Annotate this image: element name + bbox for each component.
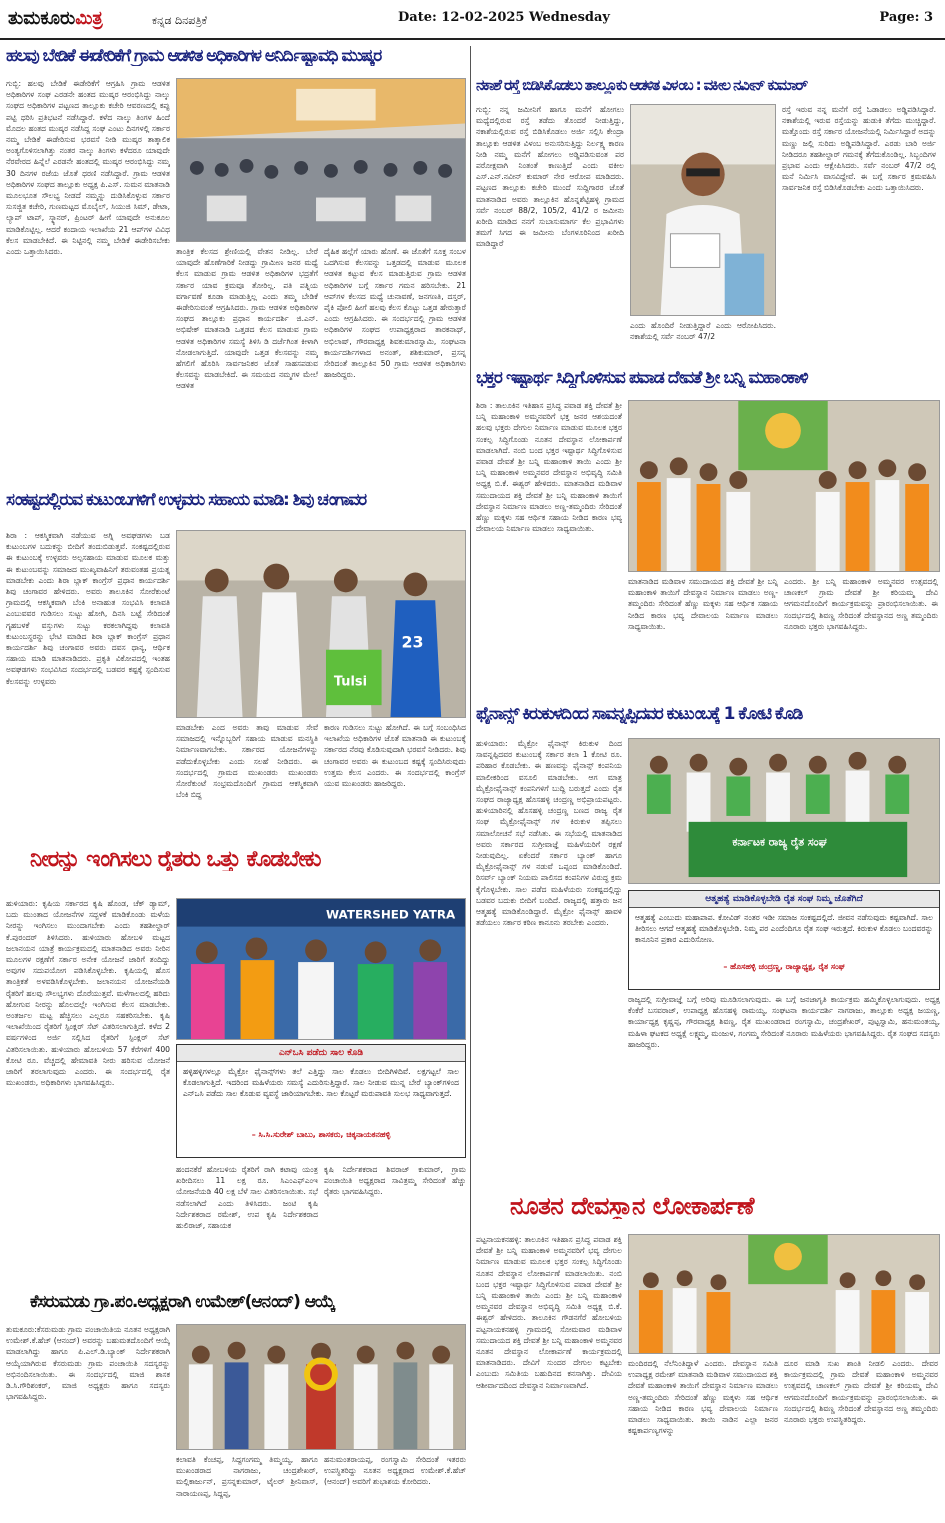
jersey-number: 23 xyxy=(401,632,424,652)
headline-finance-compensation: ಫೈನಾನ್ಸ್ ಕಿರುಕುಳದಿಂದ ಸಾವನ್ನಪ್ಪಿದವರ ಕುಟುಂಬಕ್ಕೆ 1 ಕೋಟಿ ಕೊಡಿ xyxy=(476,706,802,724)
temple-photo-art xyxy=(629,401,939,571)
headline-new-temple: ನೂತನ ದೇವಸ್ಥಾನ ಲೋಕಾರ್ಪಣೆ xyxy=(510,1194,754,1220)
article-water-col1: ಹುಳಿಯಾರು: ಕೃಷಿಯ ಸರ್ಕಾರದ ಕೃಷಿ ಹೊಂಡ, ಚೆಕ್ ಡ್ಯಾಮ್, ಬದು ಮುಂತಾದ ಯೋಜನೆಗಳ ಸದ್ಬಳಕೆ ಮಾಡಿಕೊಂಡು ಮಳೆಯ ನೀರನ್ನು ಇಂಗಿಸಲು ಮುಂದಾಗಬೇಕು ಎಂದು ತಹಶೀಲ್ದಾರ್ ಕೆ.ಪುರಂದರ್ ತಿಳಿಸಿದರು. ಹುಳಿಯಾರು ಹೋಬಳಿ ಮಟ್ಟದ ಜಲಾನಯನ ಯಾತ್ರೆ ಕಾರ್ಯಕ್ರಮದಲ್ಲಿ ಮಾತನಾಡಿದ ಅವರು ನೀರಿನ ಮೂಲಗಳ ರಕ್ಷಣೆಗೆ ಸರ್ಕಾರ ಅನೇಕ ಯೋಜನೆ ಜಾರಿಗೆ ತಂದಿದ್ದು ಅವುಗಳ ಸದುಪಯೋಗ ಪಡಿಸಿಕೊಳ್ಳಬೇಕು. ಕೃಷಿಯಲ್ಲಿ ಹೊಸ ತಾಂತ್ರಿಕತೆ ಅಳವಡಿಸಿಕೊಳ್ಳಬೇಕು. ಜಲಾನಯನ ಯೋಜನೆಯಡಿ ರೈತರಿಗೆ ಹಲವು ಸೌಲಭ್ಯಗಳು ದೊರೆಯುತ್ತವೆ. ಮಳೆಗಾಲದಲ್ಲಿ ಹರಿದು ಹೋಗುವ ನೀರನ್ನು ಹೊಲದಲ್ಲೇ ಇಂಗಿಸುವ ಕೆಲಸ ಮಾಡಬೇಕು. ಅಂತರ್ಜಲ ಮಟ್ಟ ಹೆಚ್ಚಿಸಲು ಎಲ್ಲರೂ ಸಹಕರಿಸಬೇಕು. ಕೃಷಿ ಇಲಾಖೆಯಿಂದ ರೈತರಿಗೆ ಸ್ಪಿಂಕ್ಲರ್ ಸೆಟ್ ವಿತರಿಸಲಾಗುತ್ತಿದೆ. ಕಳೆದ 2 ವರ್ಷಗಳಿಂದ ಅರ್ಜಿ ಸಲ್ಲಿಸಿದ ರೈತರಿಗೆ ಸ್ಪಿಂಕ್ಲರ್ ಸೆಟ್ ವಿತರಿಸಲಾಯಿತು. ಹುಳಿಯಾರು ಹೋಬಳಿಯ 57 ಕೆರೆಗಳಿಗೆ 400 ಕೋಟಿ ರೂ. ವೆಚ್ಚದಲ್ಲಿ ಹೇಮಾವತಿ ನೀರು ಹರಿಸುವ ಯೋಜನೆ ಜಾರಿಗೆ ತರಲಾಗುವುದು ಎಂದರು. ಈ ಸಂದರ್ಭದಲ್ಲಿ ರೈತ ಮುಖಂಡರು, ಅಧಿಕಾರಿಗಳು ಭಾಗವಹಿಸಿದ್ದರು. xyxy=(6,899,170,1088)
watershed-photo-art xyxy=(177,899,465,1039)
article-gp-col2: ಕಲಾವತಿ ಕೆಂಚಪ್ಪ, ಸಿದ್ದಗಂಗಮ್ಮ ತಿಮ್ಮಯ್ಯ, ಹಾಗೂ ಮುಖಂಡರಾದ ನಾಗರಾಜು, ಚಂದ್ರಶೇಖರ್, ಮಲ್ಲಿಕಾರ್ಜುನ್, ಪ್ರಸನ್ನಕುಮಾರ್, ಟೈಲರ್ ಶ್ರೀನಿವಾಸ್, ನಾರಾಯಣಪ್ಪ, ಸಿದ್ದಪ್ಪ, xyxy=(176,1455,318,1498)
box-signature: – ಸಿ.ಸಿ.ಸುರೇಶ್ ಬಾಬು, ಶಾಸಕರು, ಚಿಕ್ಕನಾಯಕನಹಳ್ಳಿ xyxy=(251,1130,391,1139)
box-body: ಹಳ್ಳಿಹಳ್ಳಿಗಳಲ್ಲೂ ಮೈಕ್ರೋ ಫೈನಾನ್ಸ್‌ಗಳು ತಲೆ ಎತ್ತಿದ್ದು ಸಾಲ ಕೊಡಲು ಬೀದಿಗಿಳಿದಿವೆ. ಲಕ್ಷಗಟ್ಟಲೆ ಸಾಲ ಕೊಡಲಾಗುತ್ತಿದೆ. ಇದರಿಂದ ಮಹಿಳೆಯರು ಸಮಸ್ಯೆ ಎದುರಿಸುತ್ತಿದ್ದಾರೆ. ಸಾಲ ನೀಡುವ ಮುನ್ನ ಬೇರೆ ಬ್ಯಾಂಕ್‌ಗಳಿಂದ ಎನ್‌ಒಸಿ ಪಡೆದು ಸಾಲ ಕೊಡುವ ವ್ಯವಸ್ಥೆ ಜಾರಿಯಾಗಬೇಕು. ಸಾಲ ಕೊಟ್ಟರೆ ಮರುಪಾವತಿ ಸುಲಭ ಸಾಧ್ಯವಾಗುತ್ತದೆ. xyxy=(183,1067,459,1098)
sangha-banner-text: ಕರ್ನಾಟಕ ರಾಜ್ಯ ರೈತ ಸಂಘ xyxy=(732,835,827,849)
article-road-col1: ಗುಬ್ಬಿ: ನನ್ನ ಜಮೀನಿಗೆ ಹಾಗೂ ಮನೆಗೆ ಹೋಗಲು ಮಧ್ಯೆದಲ್ಲಿರುವ ರಸ್ತೆ ತಡೆದು ತೊಂದರೆ ನೀಡುತ್ತಿದ್ದು, ನಕಾಶೆಯಲ್ಲಿರುವ ರಸ್ತೆ ಬಿಡಿಸಿಕೊಡಲು ಅರ್ಜಿ ಸಲ್ಲಿಸಿ ಕೇಂದ್ರಾ ತಾಲ್ಲೂಕು ಆಡಳಿತ ವಿಳಂಬ ಅನುಸರಿಸುತ್ತಿದ್ದು ನಿರ್ಲಕ್ಷ್ಯ ಕಾರಣ ನೀಡಿ ನಮ್ಮ ಮನೆಗೆ ಹೋಗಲು ಅಡ್ಡಿಪಡಿಸುವಂತ ಪರ ಪರೋಕ್ಷವಾಗಿ ನಿಂತಂತೆ ಕಾಣುತ್ತಿದೆ ಎಂದು ವಕೀಲ ಎಸ್.ಎನ್.ನವೀನ್ ಕುಮಾರ್ ನೇರ ಆರೋಪ ಮಾಡಿದರು. ಪಟ್ಟಣದ ತಾಲ್ಲೂಕು ಕಚೇರಿ ಮುಂದೆ ಸುದ್ದಿಗಾರರ ಜೊತೆ ಮಾತನಾಡಿದ ಅವರು ತಾಲ್ಲೂಕಿನ ಹೊನ್ನಶೆಟ್ಟಿಹಳ್ಳಿ ಗ್ರಾಮದ ಸರ್ವೆ ನಂಬರ್ 88/2, 105/2, 41/2 ರ ಜಮೀನು ಖರೀದಿ ಮಾಡಿದ ನನಗೆ ಸುಬಾಸುಮಾರ್ಗ ಕೆಲ ಪ್ರಭಾವಿಗಳು ತಮಗೆ ಸಿಗದ ಈ ಜಮೀನು ಬೆಂಗಳೂರಿನಿಂದ ಖರೀದಿ ಮಾಡಿದ್ದಾರೆ xyxy=(476,105,624,249)
article-finance-col2: ರಾಜ್ಯದಲ್ಲಿ ಸುಗ್ರೀವಾಜ್ಞೆ ಬಗ್ಗೆ ಅರಿವು ಮೂಡಿಸಲಾಗುವುದು. ಈ ಬಗ್ಗೆ ಜನಜಾಗೃತಿ ಕಾರ್ಯಕ್ರಮ ಹಮ್ಮಿಕೊಳ್ಳಲಾಗುವುದು. ಅಧ್ಯಕ್ಷ ಕೆಂಕೆರೆ ಬಸವರಾಜ್, ಉಪಾಧ್ಯಕ್ಷ ಹೊಸಹಳ್ಳಿ ರಾಮಯ್ಯ, ಸಂಘಟನಾ ಕಾರ್ಯದರ್ಶಿ ನಾಗರಾಜು, ತಾಲ್ಲೂಕು ಅಧ್ಯಕ್ಷ ಜಯಣ್ಣ, ಕಾರ್ಯಾಧ್ಯಕ್ಷ ಕೃಷ್ಣಪ್ಪ, ಗೌರವಾಧ್ಯಕ್ಷ ಶಿವಣ್ಣ, ರೈತ ಮುಖಂಡರಾದ ರಂಗಸ್ವಾಮಿ, ಚಂದ್ರಶೇಖರ್, ಪುಟ್ಟಸ್ವಾಮಿ, ಹನುಮಂತಯ್ಯ, ಮಹಿಳಾ ಘಟಕದ ಅಧ್ಯಕ್ಷೆ ಲಕ್ಷ್ಮಮ್ಮ, ಮಂಜುಳ, ಗಂಗಮ್ಮ ಸೇರಿದಂತೆ ನೂರಾರು ಮಹಿಳೆಯರು ಭಾಗವಹಿಸಿದ್ದರು. ರೈತ ಸಂಘದ ಸದಸ್ಯರು ಹಾಜರಿದ್ದರು. xyxy=(628,995,940,1049)
protest-photo-art xyxy=(177,79,465,241)
advocate-photo-art xyxy=(631,105,775,315)
farmers-photo-art xyxy=(629,739,939,883)
logo-part-a: ತುಮಕೂರು xyxy=(8,8,76,29)
logo-part-b: ಮಿತ್ರ xyxy=(75,8,103,29)
farmers-union-box xyxy=(628,890,940,990)
noc-loan-box xyxy=(176,1044,466,1158)
article-road-caption: ಎಂದು ಹೊಂದಿರೆ ನೀಡುತ್ತಿದ್ದಾರೆ ಎಂದು ಆರೋಪಿಸಿದರು. ನಕಾಶೆಯಲ್ಲಿ ಸರ್ವೆ ನಂಬರ್ 47/2 xyxy=(630,321,776,342)
photo-watershed-yatra xyxy=(176,898,466,1040)
photo-vao-protest xyxy=(176,78,466,242)
photo-temple-devotees xyxy=(628,400,940,572)
article-water-col3: ಕೃಷಿ ನಿರ್ದೇಶಕರಾದ ಶಿವರಾಜ್ ಕುಮಾರ್, ಗ್ರಾಮ ಪಂಚಾಯಿತಿ ಅಧ್ಯಕ್ಷರಾದ ಸಾವಿತ್ರಮ್ಮ ಸೇರಿದಂತೆ ಹೆಚ್ಚು ರೈತರು ಭಾಗವಹಿಸಿದ್ದರು. xyxy=(324,1165,466,1197)
headline-gp-president: ಕೆಸರುಮಡು ಗ್ರಾ.ಪಂ.ಅಧ್ಯಕ್ಷರಾಗಿ ಉಮೇಶ್(ಆನಂದ್) ಆಯ್ಕೆ xyxy=(30,1294,335,1312)
article-help-col3: ಕಾರಣ ಗುಡಿಸಲು ಸುಟ್ಟು ಹೋಗಿದೆ. ಈ ಬಗ್ಗೆ ಸಂಬಂಧಿಸಿದ ಇಲಾಖೆಯ ಅಧಿಕಾರಿಗಳ ಜೊತೆ ಮಾತನಾಡಿ ಈ ಕುಟುಂಬಕ್ಕೆ ಸರ್ಕಾರದ ನೆರವು ಕೊಡಿಸುವುದಾಗಿ ಭರವಸೆ ನೀಡಿದರು. ಶಿವು ಚಂಗಾವರ ಅವರು ಈ ಕುಟುಂಬದ ಕಷ್ಟಕ್ಕೆ ಸ್ಪಂದಿಸಿರುವುದು ಉತ್ತಮ ಕೆಲಸ ಎಂದರು. ಈ ಸಂದರ್ಭದಲ್ಲಿ ಕಾಂಗ್ರೆಸ್ ಯುವ ಮುಖಂಡರು ಹಾಜರಿದ್ದರು. xyxy=(324,723,466,789)
article-water-col2: ಹಂದನಕೆರೆ ಹೋಬಳಿಯ ರೈತರಿಗೆ ರಾಗಿ ಕಟಾವು ಯಂತ್ರ ಖರೀದಿಸಲು 11 ಲಕ್ಷ ರೂ. ಸಿಎಂಎಫ್‌ಎಂಇ ಯೋಜನೆಯಡಿ 40 ಲಕ್ಷ ಬೆಳೆ ಸಾಲ ವಿತರಿಸಲಾಯಿತು. ಸಭೆ ನಡೆಸಲಾಗಿದೆ ಎಂದು ತಿಳಿಸಿದರು. ಜಂಟಿ ಕೃಷಿ ನಿರ್ದೇಶಕರಾದ ರಮೇಶ್, ಉಪ ಕೃಷಿ ನಿರ್ದೇಶಕರಾದ ಹುಲಿರಾಜ್, ಸಹಾಯಕ xyxy=(176,1165,318,1231)
box-body: ಆತ್ಮಹತ್ಯೆ ಎಂಬುದು ಮಹಾಪಾಪ. ಕೋವಿಡ್ ನಂತರ ಇಡೀ ಸಮಾಜ ಸಂಕಷ್ಟದಲ್ಲಿದೆ. ಜೀವನ ನಡೆಸುವುದು ಕಷ್ಟವಾಗಿದೆ. ಸಾಲ ತೀರಿಸಲು ಆಗದೆ ಆತ್ಮಹತ್ಯೆ ಮಾಡಿಕೊಳ್ಳಬೇಡಿ. ನಿಮ್ಮ ಪರ ಎಂದೆಂದಿಗೂ ರೈತ ಸಂಘ ಇರುತ್ತದೆ. ಕಿರುಕುಳ ಕೊಡಲು ಬಂದವರನ್ನು ಕಾನೂನಿನ ಪ್ರಕಾರ ಎದುರಿಸೋಣ. xyxy=(635,913,933,944)
photo-farmers-meeting xyxy=(628,738,940,884)
newspaper-logo xyxy=(8,8,103,29)
inauguration-photo-art xyxy=(629,1235,939,1353)
newspaper-subtitle: ಕನ್ನಡ ದಿನಪತ್ರಿಕೆ xyxy=(152,14,208,27)
article-temple-col2: ಮಂದಿರದಲ್ಲಿ ನೆಲೆನಿಂತಿದ್ದಾಳೆ ಎಂದರು. ದೇವಸ್ಥಾನ ಸಮಿತಿ ಉಪಾಧ್ಯಕ್ಷ ರಮೇಶ್ ಮಾತನಾಡಿ ಮಡಿವಾಳ ಸಮುದಾಯದ ಶಕ್ತಿ ದೇವತೆ ಮಹಾಂಕಾಳಿ ತಾಯಿಗೆ ದೇವಸ್ಥಾನ ನಿರ್ಮಾಣ ಮಾಡಲು ಅಣ್ಣ-ತಮ್ಮಂದಿರು ಸೇರಿದಂತೆ ಹೆಣ್ಣು ಮಕ್ಕಳು ಸಹ ಆರ್ಥಿಕ ಸಹಾಯ ನೀಡಿದ ಕಾರಣ ಭವ್ಯ ದೇವಾಲಯ ನಿರ್ಮಾಣ ಮಾಡಲು ಸಾಧ್ಯವಾಯಿತು. ತಾಯಿ ನಾಡಿನ ಎಲ್ಲಾ ಜನರ ಕಷ್ಟಕಾರ್ಪಣ್ಯಗಳನ್ನು xyxy=(628,1359,778,1436)
article-banni-col2: ಎಂದರು. ಶ್ರೀ ಬನ್ನಿ ಮಹಾಂಕಾಳಿ ಅಮ್ಮನವರ ಉತ್ಸವದಲ್ಲಿ ಚಾಣಕಲ್ ಗ್ರಾಮ ದೇವತೆ ಶ್ರೀ ಕರಿಯಮ್ಮ ದೇವಿ ಆಗಮನದೊಂದಿಗೆ ಕಾರ್ಯಕ್ರಮವನ್ನು ಪ್ರಾರಂಭಿಸಲಾಯಿತು. ಈ ಸಂದರ್ಭದಲ್ಲಿ ಶಿವಣ್ಣ ಸೇರಿದಂತೆ ದೇವಸ್ಥಾನದ ಅಣ್ಣ ತಮ್ಮಂದಿರು ನೂರಾರು ಭಕ್ತರು ಭಾಗವಹಿಸಿದ್ದರು. xyxy=(784,577,938,631)
photo-gp-felicitation xyxy=(176,1324,466,1450)
article-vao-col2: ತಾಂತ್ರಿಕ ಕೆಲಸದ ಶ್ರೇಣಿಯಲ್ಲಿ ವೇತನ ನೀಡಿಲ್ಲ. ಬೇರೆ ಯಾವುದೇ ಹೊಣೆಗಾರಿಕೆ ನೀಡದ್ದು ಗ್ರಾಮೀಣ ಜನರ ಮಧ್ಯೆ ಕೆಲಸ ಮಾಡುವ ಗ್ರಾಮ ಆಡಳಿತ ಅಧಿಕಾರಿಗಳ ಭದ್ರತೆಗೆ ಸರ್ಕಾರ ಯಾವ ಕ್ರಮವೂ ತೋರಿಲ್ಲ. ಪತಿ ಪತ್ನಿಯ ವರ್ಗಾವಣೆ ಕೂಡಾ ಮಾಡುತ್ತಿಲ್ಲ ಎಂದು ತಮ್ಮ ಬೇಡಿಕೆ ಈಡೇರಿಸುವಂತೆ ಆಗ್ರಹಿಸಿದರು. ಗ್ರಾಮ ಆಡಳಿತ ಅಧಿಕಾರಿಗಳ ಸಂಘದ ತಾಲ್ಲೂಕು ಪ್ರಧಾನ ಕಾರ್ಯದರ್ಶಿ ಜಿ.ಎನ್. ಅಭಿಷೇಕ್ ಮಾತನಾಡಿ ಒತ್ತಡದ ಕೆಲಸ ಮಾಡುವ ಗ್ರಾಮ ಆಡಳಿತ ಅಧಿಕಾರಿಗಳ ಸಮಸ್ಯೆ ತಿಳಿಸಿ ಡಿ ದರ್ಜೆಗಿಂತ ಕೀಳಾಗಿ ನೋಡಲಾಗುತ್ತಿದೆ. ಯಾವುದೇ ಒತ್ತಡ ಕೆಲಸವನ್ನು ನಮ್ಮ ಹೆಗಲಿಗೆ ಹೊರಿಸಿ ಸಾರ್ವಜನಿಕರ ಜೊತೆ ಸಾಹಸಪಡುವ ಕೆಲಸವನ್ನು ಮಾಡಬೇಕಿದೆ. ಈ ಸಮಯದ ನಮ್ಮಗಳ ಮೇಲೆ ಆಡಳಿತ xyxy=(176,247,318,391)
felicitation-photo-art xyxy=(177,1325,465,1449)
article-gp-col1: ತುಮಕೂರು:ಕೆಸರುಮಡು ಗ್ರಾಮ ಪಂಚಾಯಿತಿಯ ನೂತನ ಅಧ್ಯಕ್ಷರಾಗಿ ಉಮೇಶ್.ಕೆ.ಹೆಚ್ (ಆನಂದ್) ಅವರನ್ನು ಬಹುಮತದೊಂದಿಗೆ ಆಯ್ಕೆ ಮಾಡಲಾಗಿದ್ದು ಹಾಗೂ ಪಿ.ಎಲ್.ಡಿ.ಬ್ಯಾಂಕ್ ನಿರ್ದೇಶಕರಾಗಿ ಆಯ್ಕೆಯಾಗಿರುವ ಕೆಸರುಮಡು ಗ್ರಾಮ ಪಂಚಾಯಿತಿ ಸದಸ್ಯರನ್ನು ಅಭಿನಂದಿಸಲಾಯಿತು. ಈ ಸಂದರ್ಭದಲ್ಲಿ ಮಾಜಿ ಶಾಸಕ ಡಿ.ಸಿ.ಗೌರಿಶಂಕರ್, ಮಾಜಿ ಅಧ್ಯಕ್ಷರು ಹಾಗೂ ಸದಸ್ಯರು ಭಾಗವಹಿಸಿದ್ದರು. xyxy=(6,1325,170,1402)
bag-brand-text: Tulsi xyxy=(333,674,368,690)
article-help-col2: ಮಾಡಬೇಕು ಎಂದ ಅವರು ತಾವು ಮಾಡುವ ಸೇವೆ ಸಮಾಜದಲ್ಲಿ ಇನ್ನೊಬ್ಬರಿಗೆ ಸಹಾಯ ಮಾಡುವ ಮನಸ್ಥಿತಿ ನಿರ್ಮಾಣವಾಗಬೇಕು. ಸರ್ಕಾರದ ಯೋಜನೆಗಳನ್ನು ಪಡೆದುಕೊಳ್ಳಬೇಕು ಎಂದು ಸಲಹೆ ನೀಡಿದರು. ಈ ಸಂದರ್ಭದಲ್ಲಿ ಗ್ರಾಮದ ಮುಖಂಡರು ಮುಖಂಡರು ಸೋರೆಕುಂಟೆ ಸಂಭ್ರಮದೊಂದಿಗೆ ಗ್ರಾಮದ ಆಕಸ್ಮಿಕವಾಗಿ ಬೆಂಕಿ ಬಿದ್ದ xyxy=(176,723,318,800)
article-temple-col1: ಪಟ್ಟನಾಯಕನಹಳ್ಳಿ: ತಾಲೂಕಿನ ಇತಿಹಾಸ ಪ್ರಸಿದ್ಧ ಪವಾಡ ಶಕ್ತಿ ದೇವತೆ ಶ್ರೀ ಬನ್ನಿ ಮಹಾಂಕಾಳಿ ಅಮ್ಮನವರಿಗೆ ಭವ್ಯ ದೇಗುಲ ನಿರ್ಮಾಣ ಮಾಡುವ ಮೂಲಕ ಭಕ್ತರ ಸಂಕಲ್ಪ ಸಿದ್ಧಿಗೊಂಡು ನೂತನ ದೇವಸ್ಥಾನ ಲೋಕಾರ್ಪಣೆ ಮಾಡಲಾಯಿತು. ನಂಬಿ ಬಂದ ಭಕ್ತರ ಇಷ್ಟಾರ್ಥ ಸಿದ್ಧಿಗೊಳಿಸುವ ಪವಾಡ ದೇವತೆ ಶ್ರೀ ಬನ್ನಿ ಮಹಾಂಕಾಳಿ ತಾಯಿ ಎಂದು ಶ್ರೀ ಬನ್ನಿ ಮಹಾಂಕಾಳಿ ಅಮ್ಮನವರ ದೇವಸ್ಥಾನ ಅಭಿವೃದ್ಧಿ ಸಮಿತಿ ಅಧ್ಯಕ್ಷ ಬಿ.ಕೆ. ಈಶ್ವರ್ ಹೇಳಿದರು. ತಾಲೂಕಿನ ಗೌಡನಗೆರೆ ಹೋಬಳಿಯ ಪಟ್ಟನಾಯಕನಹಳ್ಳಿ ಗ್ರಾಮದಲ್ಲಿ ಸೋಮವಾರ ಮಡಿವಾಳ ಸಮುದಾಯದ ಶಕ್ತಿ ದೇವತೆ ಶ್ರೀ ಬನ್ನಿ ಮಹಾಂಕಾಳಿ ಅಮ್ಮನವರ ನೂತನ ದೇವಸ್ಥಾನ ಲೋಕಾರ್ಪಣೆ ಕಾರ್ಯಕ್ರಮದಲ್ಲಿ ಮಾತನಾಡಿದರು. ದೇವಿಗೆ ಸುಂದರ ದೇಗುಲ ಕಟ್ಟಬೇಕು ಎಂಬುದು ಸಮಿತಿಯ ಬಹುದಿನದ ಕನಸಾಗಿತ್ತು. ದೇವಿಯ ಆಶೀರ್ವಾದದಿಂದ ದೇವಸ್ಥಾನ ನಿರ್ಮಾಣವಾಗಿದೆ. xyxy=(476,1235,622,1390)
headline-help-families: ಸಂಕಷ್ಟದಲ್ಲಿರುವ ಕುಟುಂಬಗಳಿಗೆ ಉಳ್ಳವರು ಸಹಾಯ ಮಾಡಿ: ಶಿವು ಚಂಗಾವರ xyxy=(6,492,366,510)
box-title: ಆತ್ಮಹತ್ಯೆ ಮಾಡಿಕೊಳ್ಳಬೇಡಿ ರೈತ ಸಂಘ ನಿಮ್ಮ ಜೊತೆಗಿದೆ xyxy=(629,891,939,908)
headline-road-delay: ನಕಾಶೆ ರಸ್ತೆ ಬಿಡಿಸಿಕೊಡಲು ತಾಲ್ಲೂಕು ಆಡಳಿತ ವಿಳಂಬ : ವಕೀಲ ನವೀನ್ ಕುಮಾರ್ xyxy=(476,78,807,94)
photo-advocate xyxy=(630,104,776,316)
masthead xyxy=(0,0,945,40)
photo-relief-handover xyxy=(176,530,466,718)
article-gp-col3: ಹನುಮಂತರಾಯಪ್ಪ, ರಂಗಸ್ವಾಮಿ ಸೇರಿದಂತೆ ಇತರರು ಉಪಸ್ಥಿತರಿದ್ದು ನೂತನ ಅಧ್ಯಕ್ಷರಾದ ಉಮೇಶ್.ಕೆ.ಹೆಚ್ (ಆನಂದ್) ಅವರಿಗೆ ಶುಭಾಶಯ ಕೋರಿದರು. xyxy=(324,1455,466,1487)
box-title: ಎನ್‌ಒಸಿ ಪಡೆದು ಸಾಲ ಕೊಡಿ xyxy=(177,1045,465,1062)
article-vao-col1: ಗುಬ್ಬಿ: ಹಲವು ಬೇಡಿಕೆ ಈಡೇರಿಕೆಗೆ ಆಗ್ರಹಿಸಿ ಗ್ರಾಮ ಆಡಳಿತ ಅಧಿಕಾರಿಗಳ ಸಂಘ ಎರಡನೇ ಹಂತದ ಮುಷ್ಕರ ಆರಂಭಿಸಿದ್ದು ನಾಲ್ಕು ಸಂಘದ ಅಧಿಕಾರಿಗಳ ಪಟ್ಟಣದ ತಾಲ್ಲೂಕು ಕಚೇರಿ ಆವರಣದಲ್ಲಿ ಕಪ್ಪು ಪಟ್ಟಿ ಧರಿಸಿ ಪ್ರತಿಭಟನೆ ನಡೆಸಿದ್ದಾರೆ. ಕಳೆದ ನಾಲ್ಕು ತಿಂಗಳ ಹಿಂದೆ ಮೊದಲ ಹಂತದ ಮುಷ್ಕರ ನಡೆಸಿದ್ದ ಸಂಘ ಎಂಟು ದಿನಗಳಲ್ಲಿ ಸರ್ಕಾರ ನಮ್ಮ ಬೇಡಿಕೆ ಈಡೇರಿಸುವ ಭರವಸೆ ನೀಡಿ ಮುಷ್ಕರ ತಾತ್ಕಾಲಿಕ ಅಂತ್ಯಗೊಳಿಸಲಾಗಿತ್ತು ನಂತರ ನಾಲ್ಕು ತಿಂಗಳು ಕಳೆದರೂ ಯಾವುದೇ ನೆರವೇರದ ಹಿನ್ನೆಲೆ ಎರಡನೇ ಹಂತದಲ್ಲಿ ಮುಷ್ಕರ ಆರಂಭಿಸಿದ್ದು ನಮ್ಮ 30 ದಿನಗಳ ರಜೆಯ ಜೊತೆ ಧರಣಿ ನಡೆಸಿದ್ದಾರೆ. ಗ್ರಾಮ ಆಡಳಿತ ಅಧಿಕಾರಿಗಳ ಸಂಘದ ತಾಲ್ಲೂಕು ಅಧ್ಯಕ್ಷ ಪಿ.ಎಸ್. ಸುಮನ ಮಾತನಾಡಿ ಮೂಲಭೂತ ಸೌಲಭ್ಯ ನೀಡದೆ ನಮ್ಮನ್ನು ದುಡಿಸಿಕೊಳ್ಳುವ ಸರ್ಕಾರ ಸುಸಜ್ಜಿತ ಕಚೇರಿ, ಗುಣಮಟ್ಟದ ಮೊಬೈಲ್, ಸಿಯುಜಿ ಸಿಮ್, ಡೇಟಾ, ಲ್ಯಾಪ್ ಟಾಪ್, ಸ್ಕ್ಯಾನರ್, ಪ್ರಿಂಟರ್ ಹೀಗೆ ಯಾವುದೇ ಅನುಕೂಲ ಮಾಡಿಕೊಟ್ಟಿಲ್ಲ. ಆದರೆ ಕಂದಾಯ ಇಲಾಖೆಯ 21 ಆಪ್‌ಗಳ ವಿವಿಧ ಕೆಲಸ ಮಾಡಬೇಕಿದೆ. ಈ ನಿಟ್ಟಿನಲ್ಲಿ ನಮ್ಮ ಬೇಡಿಕೆ ಈಡೇರಿಸಬೇಕು ಎಂದು ಒತ್ತಾಯಿಸಿದರು. xyxy=(6,79,170,257)
article-banni-col1b: ಮಾತನಾಡಿದ ಮಡಿವಾಳ ಸಮುದಾಯದ ಶಕ್ತಿ ದೇವತೆ ಶ್ರೀ ಬನ್ನಿ ಮಹಾಂಕಾಳಿ ತಾಯಿಗೆ ದೇವಸ್ಥಾನ ನಿರ್ಮಾಣ ಮಾಡಲು ಅಣ್ಣ-ತಮ್ಮಂದಿರು ಸೇರಿದಂತೆ ಹೆಣ್ಣು ಮಕ್ಕಳು ಸಹ ಆರ್ಥಿಕ ಸಹಾಯ ನೀಡಿದ ಕಾರಣ ಭವ್ಯ ದೇವಾಲಯ ನಿರ್ಮಾಣ ಮಾಡಲು ಸಾಧ್ಯವಾಯಿತು. xyxy=(628,577,778,631)
photo-temple-inauguration xyxy=(628,1234,940,1354)
headline-banni-mahankali: ಭಕ್ತರ ಇಷ್ಟಾರ್ಥ ಸಿದ್ದಿಗೊಳಿಸುವ ಪವಾಡ ದೇವತೆ ಶ್ರೀ ಬನ್ನಿ ಮಹಾಂಕಾಳಿ xyxy=(476,370,808,388)
headline-vao-strike: ಹಲವು ಬೇಡಿಕೆ ಈಡೇರಿಕೆಗೆ ಗ್ರಾಮ ಆಡಳಿತ ಅಧಿಕಾರಿಗಳ ಅನಿರ್ದಿಷ್ಟಾವಧಿ ಮುಷ್ಕರ xyxy=(6,48,381,66)
article-finance-col1: ಹುಳಿಯಾರು: ಮೈಕ್ರೋ ಫೈನಾನ್ಸ್ ಕಿರುಕುಳ ದಿಂದ ಸಾವನ್ನಪ್ಪಿದವರ ಕುಟುಂಬಕ್ಕೆ ಸರ್ಕಾರ ತಲಾ 1 ಕೋಟಿ ರೂ. ಪರಿಹಾರ ಕೊಡಬೇಕು. ಈ ಹಣವನ್ನು ಫೈನಾನ್ಸ್ ಕಂಪನಿಯ ಮಾಲೀಕರಿಂದ ವಸೂಲಿ ಮಾಡಬೇಕು. ಆಗ ಮಾತ್ರ ಮೈಕ್ರೋಫೈನಾನ್ಸ್ ಕಂಪನಿಗಳಿಗೆ ಬುದ್ದಿ ಬರುತ್ತದೆ ಎಂದು ರೈತ ಸಂಘದ ರಾಜ್ಯಾಧ್ಯಕ್ಷ ಹೊಸಹಳ್ಳಿ ಚಂದ್ರಣ್ಣ ಅಭಿಪ್ರಾಯಪಟ್ಟರು. ಹುಳಿಯಾರಿನಲ್ಲಿ ಹೊಸಹಳ್ಳಿ ಚಂದ್ರಣ್ಣ ಬಣದ ರಾಜ್ಯ ರೈತ ಸಂಘ ಮೈಕ್ರೋಫೈನಾನ್ಸ್ ಗಳ ಕಿರುಕುಳ ತಪ್ಪಿಸಲು ಸಮಾಲೋಚನೆ ಸಭೆ ನಡೆಸಿತು. ಈ ಸಭೆಯಲ್ಲಿ ಮಾತನಾಡಿದ ಅವರು ಸರ್ಕಾರದ ಸುಗ್ರೀವಾಜ್ಞೆ ಮಹಿಳೆಯರಿಗೆ ರಕ್ಷಣೆ ನೀಡುವುದಿಲ್ಲ. ಏಕೆಂದರೆ ಸರ್ಕಾರ ಬ್ಯಾಂಕ್ ಹಾಗೂ ಮೈಕ್ರೋಫೈನಾನ್ಸ್ ಗಳ ನಡುವೆ ಒಪ್ಪಂದ ಮಾಡಿಕೊಂಡಿದೆ. ರಿಸರ್ವ್ ಬ್ಯಾಂಕ್ ನಿಯಮ ಪಾಲಿಸದ ಕಂಪನಿಗಳ ವಿರುದ್ಧ ಕ್ರಮ ಕೈಗೊಳ್ಳಬೇಕು. ಸಾಲ ಪಡೆದ ಮಹಿಳೆಯರು ಸಂಕಷ್ಟದಲ್ಲಿದ್ದು ಬಡವರ ಬದುಕು ಬೀದಿಗೆ ಬಂದಿದೆ. ರಾಜ್ಯದಲ್ಲಿ ಹತ್ತಾರು ಜನ ಆತ್ಮಹತ್ಯೆ ಮಾಡಿಕೊಂಡಿದ್ದಾರೆ. ಮೈಕ್ರೋ ಫೈನಾನ್ಸ್ ಹಾವಳಿ ತಡೆಯಲು ಸರ್ಕಾರ ಕಠಿಣ ಕಾನೂನು ತರಬೇಕು ಎಂದರು. xyxy=(476,739,622,928)
watershed-banner-text: WATERSHED YATRA xyxy=(325,907,456,922)
issue-date: Date: 12-02-2025 Wednesday xyxy=(398,10,610,25)
article-help-col1: ಶಿರಾ : ಆಕಸ್ಮಿಕವಾಗಿ ನಡೆಯುವ ಅಗ್ನಿ ಅವಘಡಗಳು ಬಡ ಕುಟುಂಬಗಳ ಬದುಕನ್ನು ಬೀದಿಗೆ ತಂದುಬಿಡುತ್ತವೆ. ಸಂಕಷ್ಟದಲ್ಲಿರುವ ಈ ಕುಟುಂಬಕ್ಕೆ ಉಳ್ಳವರು ಅಲ್ಪಸಹಾಯ ಮಾಡುವ ಮೂಲಕ ಮತ್ತು ಈ ಕುಟುಂಬವನ್ನು ಸಮಾಜದ ಮುಖ್ಯವಾಹಿನಿಗೆ ತರುವಂತಹ ಪ್ರಯತ್ನ ಮಾಡಬೇಕು ಎಂದು ಶಿರಾ ಬ್ಲಾಕ್ ಕಾಂಗ್ರೆಸ್ ಪ್ರಧಾನ ಕಾರ್ಯದರ್ಶಿ ಶಿವು ಚಂಗಾವರ ಹೇಳಿದರು. ಅವರು ತಾಲೂಕಿನ ಸೋರೆಕುಂಟೆ ಗ್ರಾಮದಲ್ಲಿ ಆಕಸ್ಮಿಕವಾಗಿ ಬೆಂಕಿ ಅನಾಹುತ ಸಂಭವಿಸಿ ಕಲಾವತಿ ಎಂಬುವವರ ಗುಡಿಸಲು ಸುಟ್ಟು ಹೋಗಿ, ದಿನಸಿ ಬಟ್ಟೆ ಸೇರಿದಂತೆ ಗೃಹಬಳಕೆ ವಸ್ತುಗಳು ಸುಟ್ಟು ಕರಕಲಾಗಿದ್ದವು ಕಲಾವತಿ ಕುಟುಂಬಸ್ಥರನ್ನು ಭೇಟಿ ಮಾಡಿದ ಶಿರಾ ಬ್ಲಾಕ್ ಕಾಂಗ್ರೆಸ್ ಪ್ರಧಾನ ಕಾರ್ಯದರ್ಶಿ ಶಿವು ಚಂಗಾವರ ಅವರು ದವಸ ಧಾನ್ಯ, ಆರ್ಥಿಕ ಸಹಾಯ ಮಾಡಿ ಮಾತನಾಡಿದರು. ಪ್ರಕೃತಿ ವಿಕೋಪದಲ್ಲಿ ಇಂತಹ ಅವಘಡಗಳು ಸಂಭವಿಸಿದ ಸಂದರ್ಭದಲ್ಲಿ ಬಡವರ ಕಷ್ಟಕ್ಕೆ ಸ್ಪಂದಿಸುವ ಕೆಲಸವನ್ನು ಉಳ್ಳವರು xyxy=(6,531,170,686)
article-vao-col3: ದೈಹಿಕ ಹಲ್ಲೆಗೆ ಯಾರು ಹೊಣೆ. ಈ ಜೊತೆಗೆ ಸೂಕ್ತ ಸಂಬಳ ಒದಗಿಸುವ ಕೆಲಸವನ್ನು ಒತ್ತಡದಲ್ಲಿ ಮಾಡುವ ಮೂಲಕ ಆಡಳಿತ ಕಟ್ಟುವ ಕೆಲಸ ಮಾಡುತ್ತಿರುವ ಗ್ರಾಮ ಆಡಳಿತ ಅಧಿಕಾರಿಗಳ ಬಗ್ಗೆ ಸರ್ಕಾರ ಗಮನ ಹರಿಸಬೇಕು. 21 ಆಪ್‌ಗಳ ಕೆಲಸದ ಮಧ್ಯೆ ಚುನಾವಣೆ, ಜನಗಣತಿ, ದಸ್ತರ್, ಪೈಕಿ ಪೋಲಿ ಹೀಗೆ ಹಲವು ಕೆಲಸ ಕೊಟ್ಟು ಒತ್ತಡ ಹೇರುತ್ತಾರೆ ಎಂದು ಆಗ್ರಹಿಸಿದರು. ಈ ಸಂದರ್ಭದಲ್ಲಿ ಗ್ರಾಮ ಆಡಳಿತ ಅಧಿಕಾರಿಗಳ ಸಂಘದ ಉಪಾಧ್ಯಕ್ಷರಾದ ತಾರಕನಾಥ್, ಅಭಿಲಾಷ್, ಗೌರವಾಧ್ಯಕ್ಷ ಶಿವಕುಮಾರಸ್ವಾಮಿ, ಸಂಘಟನಾ ಕಾರ್ಯದರ್ಶಿಗಳಾದ ಅನಂತ್, ಶಶಿಕುಮಾರ್, ಪ್ರಸನ್ನ ಸೇರಿದಂತೆ ತಾಲ್ಲೂಕಿನ 50 ಗ್ರಾಮ ಆಡಳಿತ ಅಧಿಕಾರಿಗಳು ಹಾಜರಿದ್ದರು. xyxy=(324,247,466,380)
column-divider xyxy=(470,46,471,1376)
page-number: Page: 3 xyxy=(879,10,933,25)
article-banni-col1: ಶಿರಾ : ತಾಲೂಕಿನ ಇತಿಹಾಸ ಪ್ರಸಿದ್ಧ ಪವಾಡ ಶಕ್ತಿ ದೇವತೆ ಶ್ರೀ ಬನ್ನಿ ಮಹಾಂಕಾಳಿ ಅಮ್ಮನವರಿಗೆ ಭಕ್ತ ಜನರ ಆಶಯದಂತೆ ಹಲವು ಭಕ್ತರು ದೇಗುಲ ನಿರ್ಮಾಣ ಮಾಡುವ ಮೂಲಕ ಭಕ್ತರ ಸಂಕಲ್ಪ ಸಿದ್ಧಿಗೊಂಡು ನೂತನ ದೇವಸ್ಥಾನ ಲೋಕಾರ್ಪಣೆ ಮಾಡಲಾಗಿದೆ. ನಂಬಿ ಬಂದ ಭಕ್ತರ ಇಷ್ಟಾರ್ಥ ಸಿದ್ಧಿಗೊಳಿಸುವ ಪವಾಡ ದೇವತೆ ಶ್ರೀ ಬನ್ನಿ ಮಹಾಂಕಾಳಿ ತಾಯಿ ಎಂದು ಶ್ರೀ ಬನ್ನಿ ಮಹಾಂಕಾಳಿ ಅಮ್ಮನವರ ದೇವಸ್ಥಾನ ಅಭಿವೃದ್ಧಿ ಸಮಿತಿ ಅಧ್ಯಕ್ಷ ಬಿ.ಕೆ. ಈಶ್ವರ್ ಹೇಳಿದರು. ಮಾತನಾಡಿದ ಮಡಿವಾಳ ಸಮುದಾಯದ ಶಕ್ತಿ ದೇವತೆ ಶ್ರೀ ಬನ್ನಿ ಮಹಾಂಕಾಳಿ ತಾಯಿಗೆ ದೇವಸ್ಥಾನ ನಿರ್ಮಾಣ ಮಾಡಲು ಅಣ್ಣ-ತಮ್ಮಂದಿರು ಸೇರಿದಂತೆ ಹೆಣ್ಣು ಮಕ್ಕಳು ಸಹ ಆರ್ಥಿಕ ಸಹಾಯ ನೀಡಿದ ಕಾರಣ ಭವ್ಯ ದೇವಾಲಯ ನಿರ್ಮಾಣ ಮಾಡಲು ಸಾಧ್ಯವಾಯಿತು. xyxy=(476,401,622,534)
relief-photo-art xyxy=(177,531,465,717)
article-temple-col3: ದೂರ ಮಾಡಿ ಸುಖ ಶಾಂತಿ ನೀಡಲಿ ಎಂದರು. ದೇವರ ಕಾರ್ಯಕ್ರಮದಲ್ಲಿ ಗ್ರಾಮ ದೇವತೆ ಮಹಾಂಕಾಳಿ ಅಮ್ಮನವರ ಉತ್ಸವದಲ್ಲಿ ಚಾಣಕಲ್ ಗ್ರಾಮ ದೇವತೆ ಶ್ರೀ ಕರಿಯಮ್ಮ ದೇವಿ ಆಗಮನದೊಂದಿಗೆ ಕಾರ್ಯಕ್ರಮವನ್ನು ಪ್ರಾರಂಭಿಸಲಾಯಿತು. ಈ ಸಂದರ್ಭದಲ್ಲಿ ಶಿವಣ್ಣ ಸೇರಿದಂತೆ ದೇವಸ್ಥಾನದ ಅಣ್ಣ ತಮ್ಮಂದಿರು ನೂರಾರು ಭಕ್ತರು ಉಪಸ್ಥಿತರಿದ್ದರು. xyxy=(784,1359,938,1425)
box-signature: – ಹೊಸಹಳ್ಳಿ ಚಂದ್ರಣ್ಣ, ರಾಜ್ಯಾಧ್ಯಕ್ಷ, ರೈತ ಸಂಘ xyxy=(723,962,845,971)
headline-water-conservation: ನೀರನ್ನು ಇಂಗಿಸಲು ರೈತರು ಒತ್ತು ಕೊಡಬೇಕು xyxy=(30,848,321,872)
article-road-col2: ರಸ್ತೆ ಇರುವ ನನ್ನ ಮನೆಗೆ ರಸ್ತೆ ಓಡಾಡಲು ಅಡ್ಡಿಪಡಿಸಿದ್ದಾರೆ. ನಕಾಶೆಯಲ್ಲಿ ಇರುವ ರಸ್ತೆಯನ್ನು ಹುಡುಕಿ ತೆಗೆದು ಮುಚ್ಚಿದ್ದಾರೆ. ಮತ್ತೊಂದು ರಸ್ತೆ ಸರ್ಕಾರ ಯೋಜನೆಯಲ್ಲಿ ನಿರ್ಮಿಸಿದ್ದಾರೆ ಅದನ್ನು ಮಣ್ಣು ಜಲ್ಲಿ ಸುರಿದು ಅಡ್ಡಿಪಡಿಸಿದ್ದಾರೆ. ಎರಡು ಬಾರಿ ಅರ್ಜಿ ನೀಡಿದರೂ ತಹಶೀಲ್ದಾರ್ ಗಮನಕ್ಕೆ ತೆಗೆದುಕೊಂಡಿಲ್ಲ. ಸಿಬ್ಬಂದಿಗಳ ಪ್ರಭಾವ ಎಂದು ಆಕ್ಷೇಪಿಸಿದರು. ಸರ್ವೆ ನಂಬರ್ 47/2 ರಲ್ಲಿ ಮನೆ ನಿರ್ಮಿಸಿ ವಾಸವಿದ್ದೇವೆ. ಈ ಬಗ್ಗೆ ಸರ್ಕಾರ ಕ್ರಮವಹಿಸಿ ಸಾರ್ವಜನಿಕ ರಸ್ತೆ ಬಿಡಿಸಿಕೊಡಬೇಕು ಎಂದು ಒತ್ತಾಯಿಸಿದರು. xyxy=(782,105,936,193)
